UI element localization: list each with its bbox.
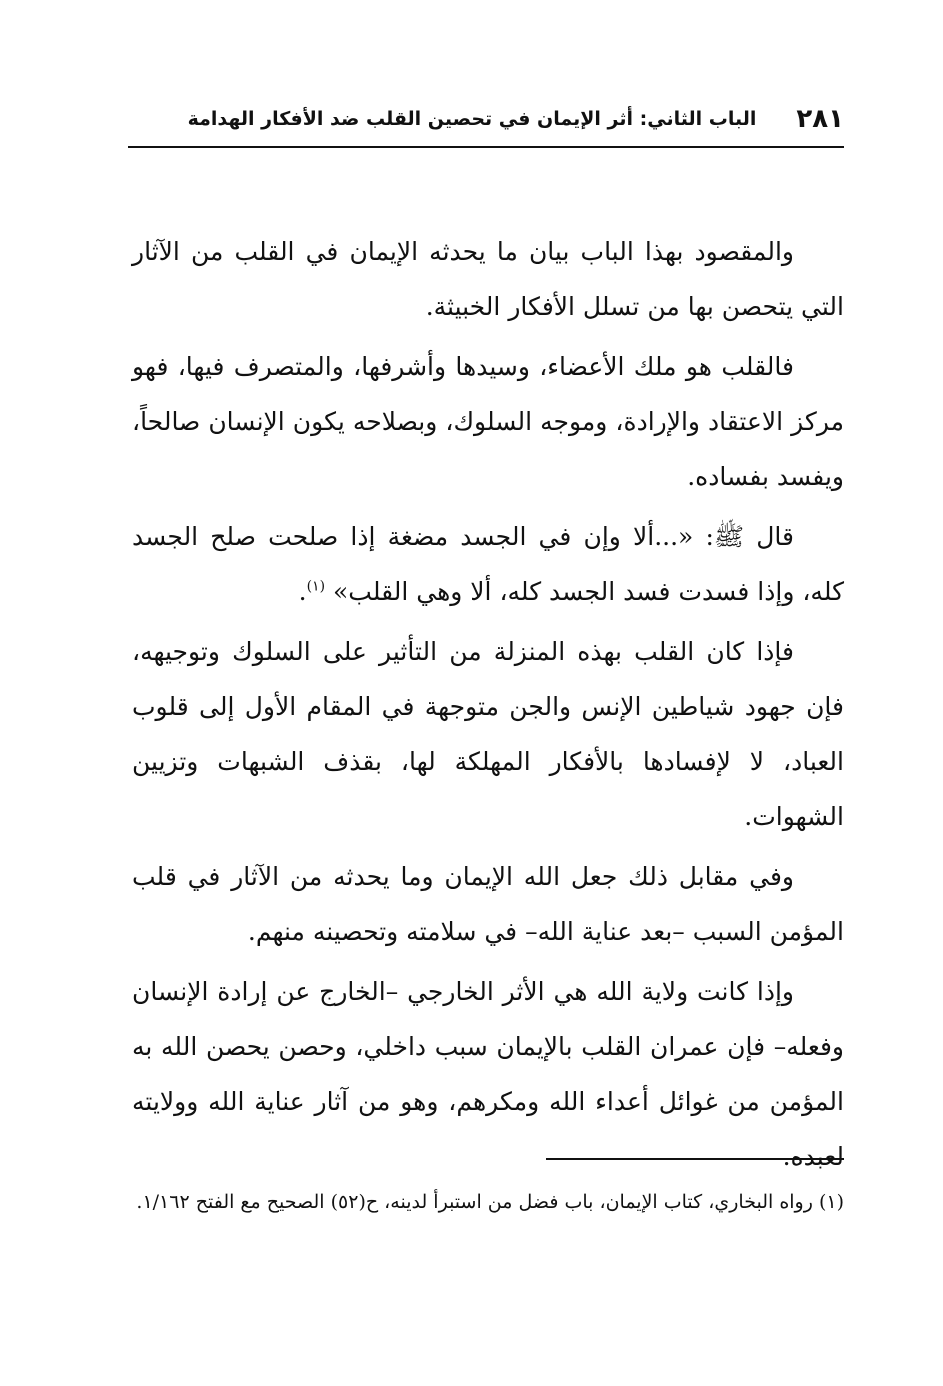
footnote-divider (546, 1158, 844, 1160)
paragraph: وفي مقابل ذلك جعل الله الإيمان وما يحدثه من الآثار في قلب المؤمن السبب –بعد عناية الله– في سلامته وتحصينه منهم. (132, 862, 844, 946)
hadith-quote: قال ﷺ: «...ألا وإن في الجسد مضغة إذا صلحت صلح الجسد كله، وإذا فسدت فسد الجسد كله، ألا وهي القلب» (132, 522, 844, 606)
page-number: ٢٨١ (796, 104, 844, 134)
paragraph: فإذا كان القلب بهذه المنزلة من التأثير على السلوك وتوجيهه، فإن جهود شياطين الإنس والجن متوجهة في المقام الأول إلى قلوب العباد، لا لإفسادها بالأفكار المهلكة لها، بقذف الشبهات وتزيين الشهوات. (132, 637, 844, 831)
footnote: (١) رواه البخاري، كتاب الإيمان، باب فضل من استبرأ لدينه، ح(٥٢) الصحيح مع الفتح ١/١٦٢. (136, 1191, 844, 1213)
footnotes (132, 1180, 844, 1224)
sentence-end: . (298, 577, 307, 606)
paragraph: والمقصود بهذا الباب بيان ما يحدثه الإيمان في القلب من الآثار التي يتحصن بها من تسلل الأفكار الخبيثة. (132, 237, 844, 321)
page-header (128, 98, 844, 140)
main-text (132, 224, 844, 1189)
paragraph: وإذا كانت ولاية الله هي الأثر الخارجي –الخارج عن إرادة الإنسان وفعله– فإن عمران القلب بالإيمان سبب داخلي، وحصن يحصن الله به المؤمن من غوائل أعداء الله ومكرهم، وهو من آثار عناية الله وولايته لعبده. (132, 977, 844, 1171)
paragraph-hadith (132, 509, 844, 619)
paragraph: فالقلب هو ملك الأعضاء، وسيدها وأشرفها، والمتصرف فيها، فهو مركز الاعتقاد والإرادة، وموجه السلوك، وبصلاحه يكون الإنسان صالحاً، ويفسد بفساده. (132, 352, 844, 491)
running-title: الباب الثاني: أثر الإيمان في تحصين القلب ضد الأفكار الهدامة (187, 108, 757, 130)
footnote-reference[interactable]: (١) (306, 578, 326, 595)
header-divider (128, 146, 844, 148)
